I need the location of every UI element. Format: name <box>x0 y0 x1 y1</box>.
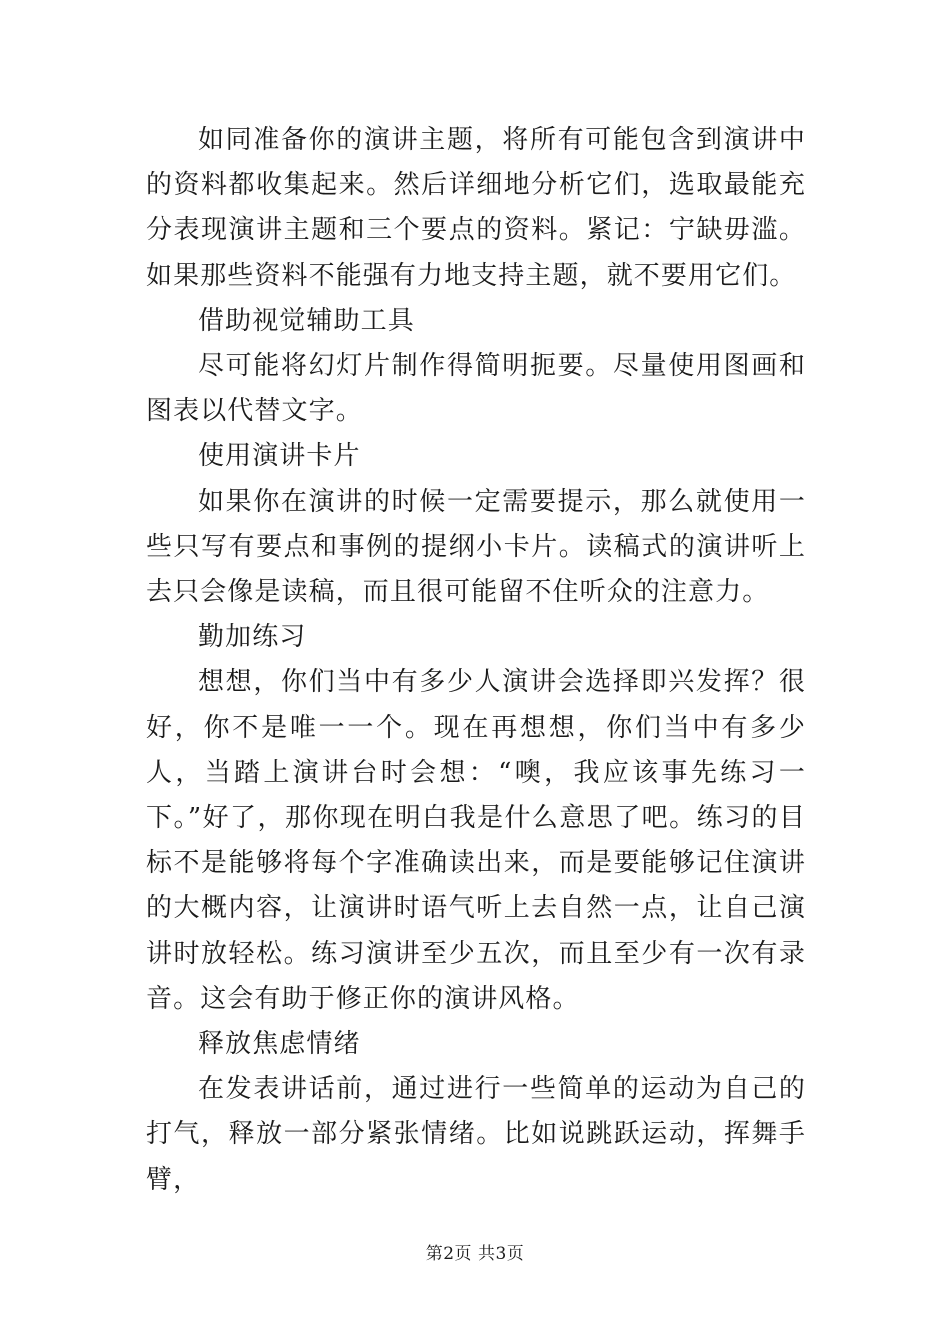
section-heading-speech-cards: 使用演讲卡片 <box>198 441 361 472</box>
paragraph-materials: 如同准备你的演讲主题，将所有可能包含到演讲中的资料都收集起来。然后详细地分析它们，选取最能充分表现演讲主题和三个要点的资料。紧记：宁缺毋滥。如果那些资料不能强有力地支持主题，就不要用它们。 <box>146 125 806 291</box>
paragraph-anxiety: 在发表讲话前，通过进行一些简单的运动为自己的打气，释放一部分紧张情绪。比如说跳跃运动，挥舞手臂， <box>146 1074 806 1195</box>
section-heading-visual-aids: 借助视觉辅助工具 <box>198 305 415 336</box>
section-heading-anxiety: 释放焦虑情绪 <box>198 1029 361 1060</box>
page-number-footer: 第2页 共3页 <box>425 1244 525 1264</box>
paragraph-visual-aids: 尽可能将幻灯片制作得简明扼要。尽量使用图画和图表以代替文字。 <box>146 351 806 427</box>
section-heading-practice: 勤加练习 <box>198 622 307 653</box>
paragraph-speech-cards: 如果你在演讲的时候一定需要提示，那么就使用一些只写有要点和事例的提纲小卡片。读稿式的演讲听上去只会像是读稿，而且很可能留不住听众的注意力。 <box>146 486 806 608</box>
document-body <box>146 118 806 1203</box>
paragraph-practice: 想想，你们当中有多少人演讲会选择即兴发挥？很好，你不是唯一一个。现在再想想，你们当中有多少人，当踏上演讲台时会想：“噢，我应该事先练习一下。”好了，那你现在明白我是什么意思了吧。练习的目标不是能够将每个字准确读出来，而是要能够记住演讲的大概内容，让演讲时语气听上去自然一点，让自己演讲时放轻松。练习演讲至少五次，而且至少有一次有录音。这会有助于修正你的演讲风格。 <box>146 667 806 1014</box>
